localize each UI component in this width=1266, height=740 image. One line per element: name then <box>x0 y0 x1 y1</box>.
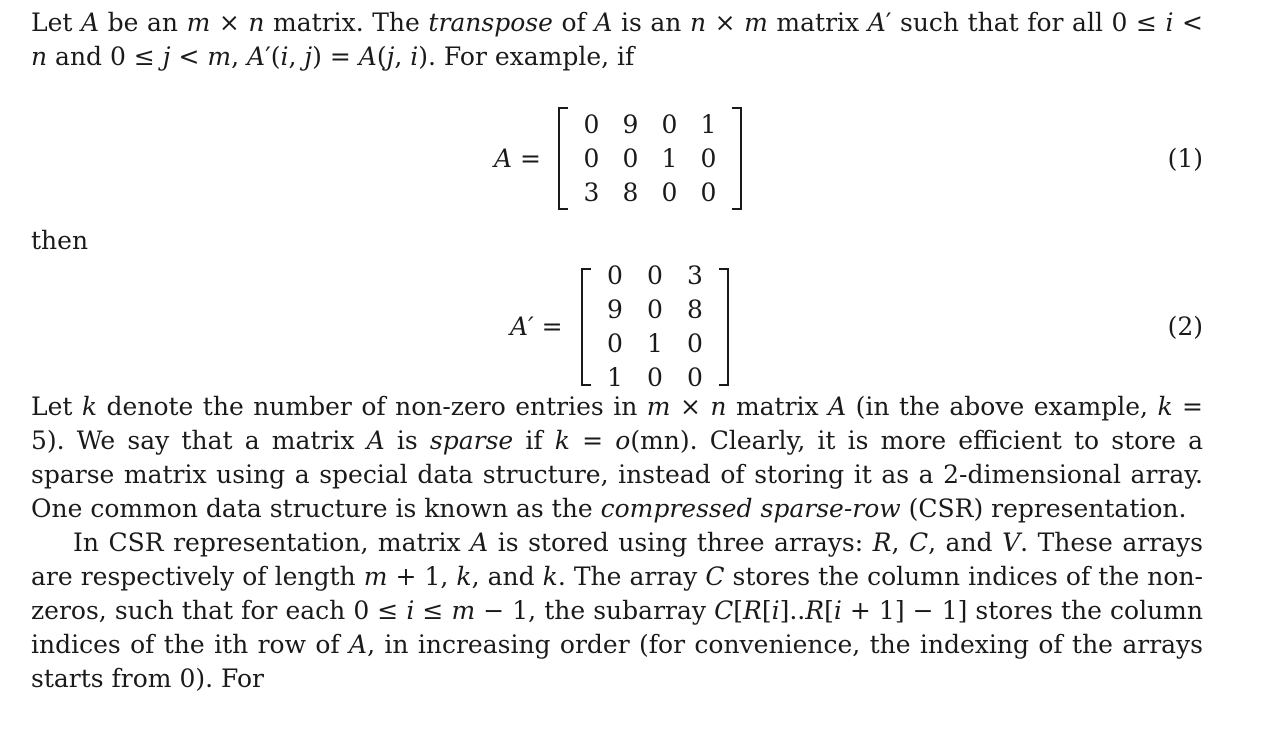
right-bracket <box>732 107 742 210</box>
matrix-cell: 1 <box>647 329 663 358</box>
matrix-cell: 0 <box>661 177 678 207</box>
matrix-cell: 1 <box>607 363 623 392</box>
paragraph-csr: In CSR representation, matrix A is stored using three arrays: R, C, and V. These arrays are respectively of length m + 1, k, and k. The array C stores the column indices of the non-zeros, such that for each 0 ≤ i ≤ m − 1, the subarray C[R[i]..R[i + 1] − 1] stores the column indices of the ith row of A, in increasing order (for convenience, the indexing of the arrays starts from 0). For <box>31 528 1203 693</box>
matrix-cell: 8 <box>622 177 639 207</box>
left-bracket <box>558 107 568 210</box>
matrix-cell: 1 <box>661 143 678 173</box>
equation-2-number: (2) <box>1167 312 1203 341</box>
paragraph-sparse: Let k denote the number of non-zero entries in m × n matrix A (in the above example, k = 5). We say that a matrix A is sparse if k = o(mn). Clearly, it is more efficient to store a sparse matrix using a special data structure, instead of storing it as a 2-dimensional array. One common data structure is known as the compressed sparse-row (CSR) representation. <box>31 392 1204 523</box>
equation-1-lhs: A = <box>494 143 541 173</box>
matrix-entries <box>568 107 732 210</box>
matrix-entries <box>591 261 719 392</box>
then-label: then <box>31 226 89 255</box>
matrix-cell: 9 <box>607 295 623 324</box>
matrix-cell: 0 <box>583 109 600 139</box>
matrix-cell: 8 <box>687 295 703 324</box>
matrix-cell: 0 <box>607 261 623 290</box>
document-page <box>31 6 1203 696</box>
matrix-cell: 3 <box>687 261 703 290</box>
matrix-cell: 0 <box>583 143 600 173</box>
matrix-cell: 0 <box>687 329 703 358</box>
matrix-cell: 3 <box>583 177 600 207</box>
matrix-cell: 9 <box>622 109 639 139</box>
matrix-cell: 0 <box>700 143 717 173</box>
equation-2-matrix <box>581 261 729 392</box>
matrix-cell: 1 <box>700 109 717 139</box>
equation-2 <box>31 254 1203 390</box>
intro-paragraph: Let A be an m × n matrix. The transpose of A is an n × m matrix A′ such that for all 0 ≤ i < n and 0 ≤ j < m, A′(i, j) = A(j, i). For example, if <box>31 8 1204 71</box>
equation-1 <box>31 74 1203 224</box>
matrix-cell: 0 <box>647 295 663 324</box>
matrix-cell: 0 <box>647 363 663 392</box>
left-bracket <box>581 268 591 386</box>
matrix-cell: 0 <box>700 177 717 207</box>
equation-2-lhs: A′ = <box>510 312 563 341</box>
right-bracket <box>719 268 729 386</box>
matrix-cell: 0 <box>607 329 623 358</box>
matrix-cell: 0 <box>622 143 639 173</box>
matrix-cell: 0 <box>661 109 678 139</box>
equation-1-number: (1) <box>1167 144 1203 173</box>
matrix-cell: 0 <box>687 363 703 392</box>
matrix-cell: 0 <box>647 261 663 290</box>
equation-1-matrix <box>558 107 742 210</box>
